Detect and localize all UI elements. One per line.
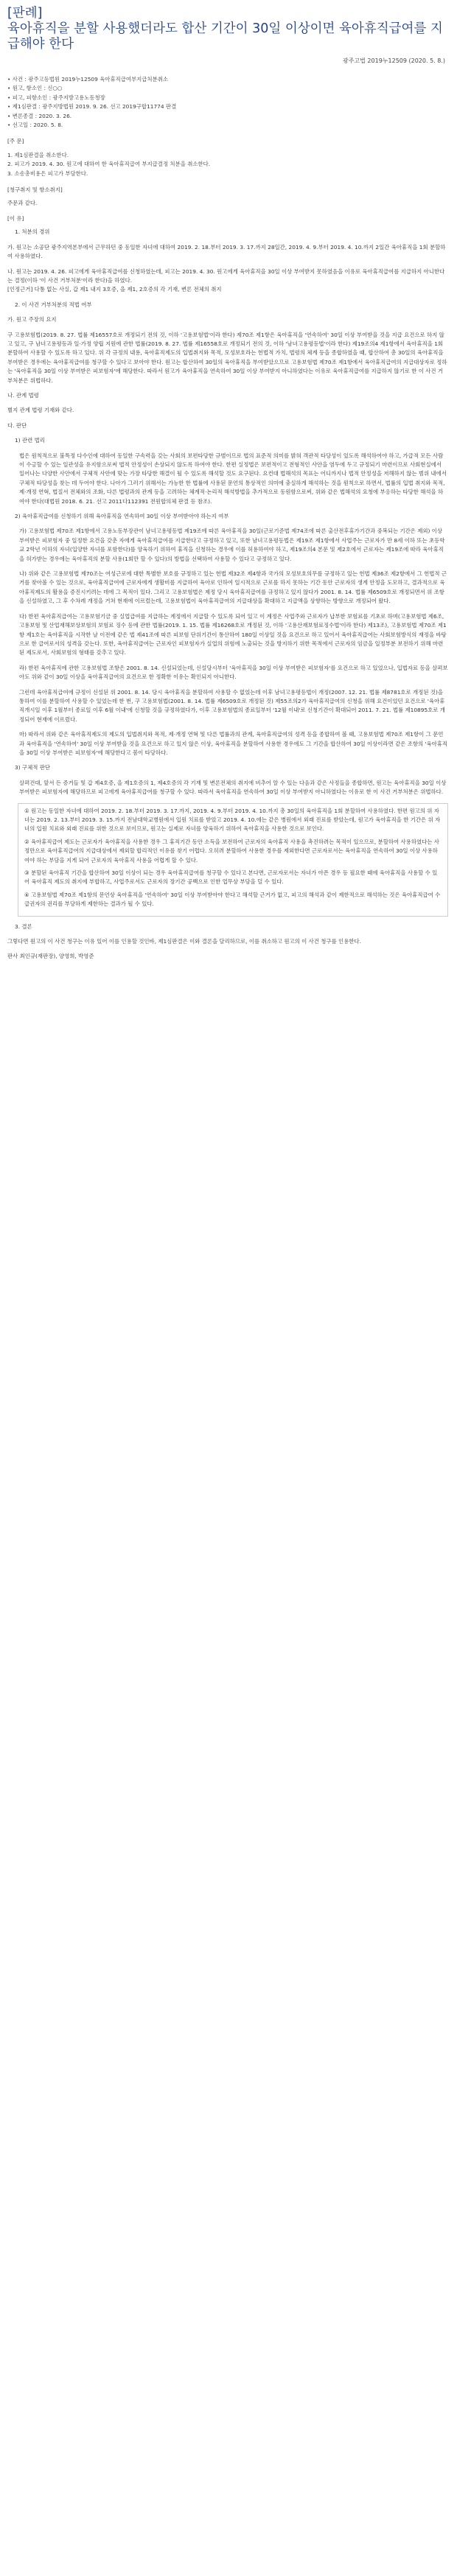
circumstances-box [18,803,448,917]
paragraph: 그런데 육아휴직급여에 규정이 신설된 위 2001. 8. 14. 당시 육아휴직을 분할하여 사용할 수 없었는데 이후 남녀고용평등법이 개정(2007. 12. 21. 법률 제8781호로 개정된 것)을 통하여 이를 분할하여 사용할 수 있었는데 한 번, 구 고용보험법(2001. 8. 14. 법률 제6509호로 개정된 것) 제55조의2가 육아휴직급여의 신청을 위해 요건이었던 요건으로 '육아휴직개시일 이후 1월부터 종료일 이후 6월 이내'에 신청할 것을 규정하였다가, 이후 고용보험법의 종료일부터 '12월 이내'로 신청기간이 확대되어 2011. 7. 21. 법률 제10895호로 개정되어 현재에 이르렀다. [19,688,445,723]
subsection-heading: 3) 구체적 판단 [15,764,50,771]
subsection-heading: 1) 관련 법리 [15,437,45,444]
paragraph: 다) 한편 육아휴직급여는 고용보험기금 중 실업급여를 지급하는 계정에서 지급할 수 있도록 되어 있고 이 계정은 사업주와 근로자가 납부한 보험료를 기초로 하며(고용보험법 제6조, 고용보험 및 산업재해보상보험의 보험료 징수 등에 관한 법률(2019. 1. 15. 법률 제16268호로 개정된 것, 이하 '고용산재보험료징수법'이라 한다) 제13조), 고용보험법 제70조 제1항 제1호는 육아휴직을 시작한 날 이전에 같은 법 제41조에 따른 피보험 단위기간이 통산하여 180일 이상일 것을 요건으로 하고 있어서 육아휴직급여는 사회보험방식의 재정을 바탕으로 한 급여로서의 성격을 갖는다. 또한, 육아휴직급여는 근로자인 피보험자가 실업의 위험에 노출되는 것을 방지하기 위한 목적에서 근로자의 임금을 일정부분 보전하기 위해 마련된 제도로서, 사회보험의 형태를 갖추고 있다. [19,612,447,657]
info-defendant: • 피고, 피항소인 : 광주지방고용노동청장 [7,94,105,101]
paragraph: 마) 따라서 위와 같은 육아휴직제도의 제도의 입법취지와 목적, 제·개정 연혁 및 다른 법률과의 관계, 육아휴직급여의 성격 등을 종합하여 볼 때, 고용보험법 제70조 제1항이 그 문언과 육아휴직을 '연속하여' 30일 이상 부여받을 것을 요건으로 하고 있지 않은 이상, 육아휴직을 분할하여 사용한 경우에도 그 기간을 합산하여 30일 이상이라면 같은 조항의 '육아휴직을 30일 이상 부여받은 피보험자'에 해당한다고 봄이 타당하다. [19,731,448,756]
circumstance-item: ③ 분할된 육아휴직 기간을 합산하여 30일 이상이 되는 경우 육아휴직급여를 청구할 수 있다고 본다면, 근로자로서는 자녀가 아픈 경우 등 필요한 때에 육아휴직을 사용할 수 있어 육아휴직 제도의 취지에 부합하고, 사업주로서도 근로자의 장기간 공백으로 인한 업무상 부담을 덜 수 있다. [24,869,438,886]
subsection-heading: 나. 관계 법령 [7,391,39,399]
order-list [7,151,448,178]
paragraph: 법은 원칙적으로 불특정 다수인에 대하여 동일한 구속력을 갖는 사회의 보편타당한 규범이므로 법의 표준적 의미를 밝혀 객관적 타당성이 있도록 해석하여야 하고, 가급적 모든 사람이 수긍할 수 있는 일관성을 유지함으로써 법적 안정성이 손상되지 않도록 하여야 한다. 한편 실정법은 보편적이고 전형적인 사안을 염두에 두고 규정되기 마련이므로 사회현실에서 일어나는 다양한 사안에서 구체적 사안에 맞는 가장 타당한 해결이 될 수 있도록 해석할 것도 요구된다. 요컨대 법해석의 목표는 어디까지나 법적 안정성을 저해하지 않는 범위 내에서 구체적 타당성을 찾는 데 두어야 한다. 나아가 그러기 위해서는 가능한 한 법률에 사용된 문언의 통상적인 의미에 충실하게 해석하는 것을 원칙으로 하면서, 법률의 입법 취지와 목적, 제·개정 연혁, 법질서 전체와의 조화, 다른 법령과의 관계 등을 고려하는 체계적·논리적 해석방법을 추가적으로 동원함으로써, 위와 같은 법해석의 요청에 부응하는 타당한 해석을 하여야 한다(대법원 2018. 6. 21. 선고 2011다112391 전원합의체 판결 등 참조). [19,452,447,505]
info-plaintiff: • 원고, 항소인 : 신○○ [7,85,63,92]
paragraph: 가. 원고는 소공단 광주지역본부에서 근무하던 중 동일한 자녀에 대하여 2019. 2. 18.부터 2019. 3. 17.까지 28일간, 2019. 4. 9.부터 2019. 4. 10.까지 2일간 육아휴직을 1회 분할하여 사용하였다. [7,243,446,260]
info-case: • 사건 : 광주고등법원 2019누12509 육아휴직급여부지급처분취소 [7,76,168,83]
paragraph: 살펴건대, 앞서 든 증거들 및 갑 제4호증, 을 제1호증의 1, 제4호증의 각 기재 및 변론전체의 취지에 비추어 알 수 있는 다음과 같은 사정들을 종합하면, 원고는 육아휴직을 30일 이상 부여받은 피보험자에 해당하므로 피고에게 육아휴직급여를 청구할 수 있다. 따라서 육아휴직을 연속하여 30일 이상 부여받지 아니하였다는 이유로 한 이 사건 거부처분은 위법하다. [19,779,447,796]
circumstance-item: ① 원고는 동일한 자녀에 대하여 2019. 2. 18.부터 2019. 3. 17.까지, 2019. 4. 9.부터 2019. 4. 10.까지 총 30일의 육아휴직을 1회 분할하여 사용하였다. 한편 원고의 위 자녀는 2019. 2. 13.부터 2019. 3. 15.까지 전남대학교병원에서 입원 치료를 받았고 2019. 4. 10.에는 같은 병원에서 외래 진료를 받았는데, 원고가 육아휴직을 한 기간은 위 자녀의 입원 치료와 외래 진료를 위한 것으로 보이므로, 원고는 실제로 자녀를 양육하기 위하여 육아휴직을 사용한 것으로 보인다. [24,807,441,833]
subsection-heading: 가. 원고 주장의 요지 [7,316,57,323]
order-item: 3. 소송총비용은 피고가 부담한다. [7,169,88,177]
reason-heading: [이 유] [7,214,24,222]
section-heading: 3. 결론 [15,923,32,930]
subsection-heading: 다. 판단 [7,421,27,429]
paragraph: 나) 위와 같은 고용보험법 제70조는 여성근로에 대한 특별한 보호를 규정하고 있는 헌법 제32조 제4항과 국가의 모성보호의무를 규정하고 있는 헌법 제36조 제2항에서 그 헌법적 근거를 찾아볼 수 있는 것으로, 육아휴직급여에 근로자에게 생활비를 지급하여 육아로 인하여 일시적으로 근로를 하지 못하는 기간 동안 근로자의 생계 안정을 도모하고, 결과적으로 육아휴직제도의 활용을 증진시키려는 데에 그 목적이 있다. 그리고 고용보험법은 제정 당시 육아휴직급여를 규정하고 있지 않다가 2001. 8. 14. 법률 제6509호로 개정되면서 위 조항을 신설하였고, 그 후 수차례 개정을 거쳐 현재에 이르렀는데, 고용보험법이 육아휴직급여의 지급대상을 확대하고 지급액을 상향하는 방향으로 개정되어 왔다. [19,570,447,605]
paragraph: 라) 한편 육아휴직에 관한 고용보험법 조항은 2001. 8. 14. 신설되었는데, 신설당시부터 '육아휴직을 30일 이상 부여받은 피보험자'를 요건으로 하고 있었으나, 입법자료 등을 살펴보아도 위와 같이 30일 이상을 육아휴직급여의 요건으로 한 정확한 이유는 확인되지 아니한다. [19,664,448,681]
judges-line: 판사 최인규(재판장), 양영희, 박영준 [7,953,94,960]
section-heading: 2. 이 사건 거부처분의 적법 여부 [15,301,92,308]
order-item: 1. 제1심판결을 취소한다. [7,151,69,158]
paragraph: 가) 고용보험법 제70조 제1항에서 고용노동부장관이 남녀고용평등법 제19조에 따른 육아휴직을 30일(근로기준법 제74조에 따른 출산전후휴가기간과 중복되는 기간은 제외) 이상 부여받은 피보험자 중 일정한 요건을 갖춘 자에게 육아휴직급여를 지급한다고 규정하고 있고, 또한 남녀고용평등법은 제19조 제1항에서 사업주는 근로자가 만 8세 이하 또는 초등학교 2학년 이하의 자녀(입양한 자녀를 포함한다)를 양육하기 위하여 휴직을 신청하는 경우에 이를 허용하여야 하고, 제19조의4 본문 및 제2호에서 근로자는 제19조에 따라 육아휴직을 허가받는 경우에는 육아휴직의 분할 사용(1회만 할 수 있다)의 방법을 선택하여 사용할 수 있다고 규정하고 있다. [19,528,445,562]
case-meta: 광주고법 2019누12509 (2020. 5. 8.) [342,57,445,64]
page-title: [판례] 육아휴직을 분할 사용했더라도 합산 기간이 30일 이상이면 육아휴직급여를 지급해야 한다 [7,6,443,52]
order-item: 2. 피고가 2019. 4. 30. 원고에 대하여 한 육아휴직급여 부지급결정 처분을 취소한다. [7,161,211,168]
section-heading: 1. 처분의 경위 [15,228,50,236]
paragraph: 나. 원고는 2019. 4. 26. 피고에게 육아휴직급여를 신청하였는데, 피고는 2019. 4. 30. 원고에게 육아휴직을 30일 이상 부여받지 못하였음을 이유로 육아휴직급여를 지급하지 아니한다는 결정(이하 '이 사건 거부처분'이라 한다)을 하였다. [인정근거] 다툼 없는 사실, 갑 제1 내지 3호증, 을 제1, 2호증의 각 기재, 변론 전체의 취지 [7,267,445,293]
circumstance-item: ② 육아휴직급여 제도는 근로자가 육아휴직을 사용한 경우 그 휴직기간 동안 소득을 보전하여 근로자의 육아휴직 사용을 촉진하려는 목적이 있으므로, 분할하여 사용하였다는 사정만으로 육아휴직급여의 지급대상에서 제외할 합리적인 이유를 찾기 어렵다. 오히려 분할하여 사용한 경우를 제외한다면 근로자로서는 육아휴직을 연속하여 30일 이상 사용하여야 하는 부담을 지게 되어 근로자의 육아휴직 사용을 어렵게 할 수 있다. [24,838,439,864]
info-hearing-end: • 변론종결 : 2020. 3. 26. [7,112,72,119]
claim-heading: [청구취지 및 항소취지] [7,186,63,194]
paragraph: 별지 관계 법령 기재와 같다. [7,407,74,414]
case-info [7,75,448,130]
order-heading: [주 문] [7,138,24,145]
info-decision-date: • 선고일 : 2020. 5. 8. [7,122,63,129]
paragraph: 구 고용보험법(2019. 8. 27. 법률 제16557호로 개정되기 전의 것, 이하 '고용보험법'이라 한다) 제70조 제1항은 육아휴직을 '연속하여' 30일 이상 부여받을 것을 지급 요건으로 하지 않고 있고, 구 남녀고용평등과 일·가정 양립 지원에 관한 법률(2019. 8. 27. 법률 제16558호로 개정되기 전의 것, 이하 '남녀고용평등법'이라 한다) 제19조의4 제1항에서 육아휴직을 1회 분할하여 사용할 수 있도록 하고 있다. 위 각 규정의 내용, 육아휴직제도의 입법취지와 목적, 모성보호라는 헌법적 가치, 법령의 체계 등을 종합하였을 때, 합산하여 총 30일의 육아휴직을 부여받은 경우에는 육아휴직급여를 청구할 수 있다고 보아야 한다. 원고는 합산하여 30일의 육아휴직을 부여받았으므로 고용보험법 제70조 제1항에서 육아휴직급여의 지급대상자로 정하는 '육아휴직을 30일 이상 부여받은 피보험자'에 해당한다. 따라서 원고가 육아휴직을 연속하여 30일 이상 부여받지 아니하였다는 이유로 육아휴직급여를 지급하지 않기로 한 이 사건 거부처분은 위법하다. [7,331,447,384]
paragraph: 그렇다면 원고의 이 사건 청구는 이유 있어 이를 인용할 것인바, 제1심판결은 이와 결론을 달리하므로, 이를 취소하고 원고의 이 사건 청구를 인용한다. [7,938,361,945]
claim-text: 주문과 같다. [7,200,38,207]
info-first-judgment: • 제1심판결 : 광주지방법원 2019. 9. 26. 선고 2019구합11774 판결 [7,103,177,111]
document-page [0,0,457,962]
subsection-heading: 2) 육아휴직급여를 신청하기 위해 육아휴직을 연속하여 30일 이상 부여받아야 하는지 여부 [15,513,229,520]
circumstance-item: ④ 고용보험법 제70조 제1항의 문언상 육아휴직을 '연속하여' 30일 이상 부여받아야 한다고 해석할 근거가 없고, 피고의 해석과 같이 제한적으로 해석하는 것은 육아휴직급여 수급권자의 권리를 부당하게 제한하는 결과가 될 수 있다. [24,891,441,908]
